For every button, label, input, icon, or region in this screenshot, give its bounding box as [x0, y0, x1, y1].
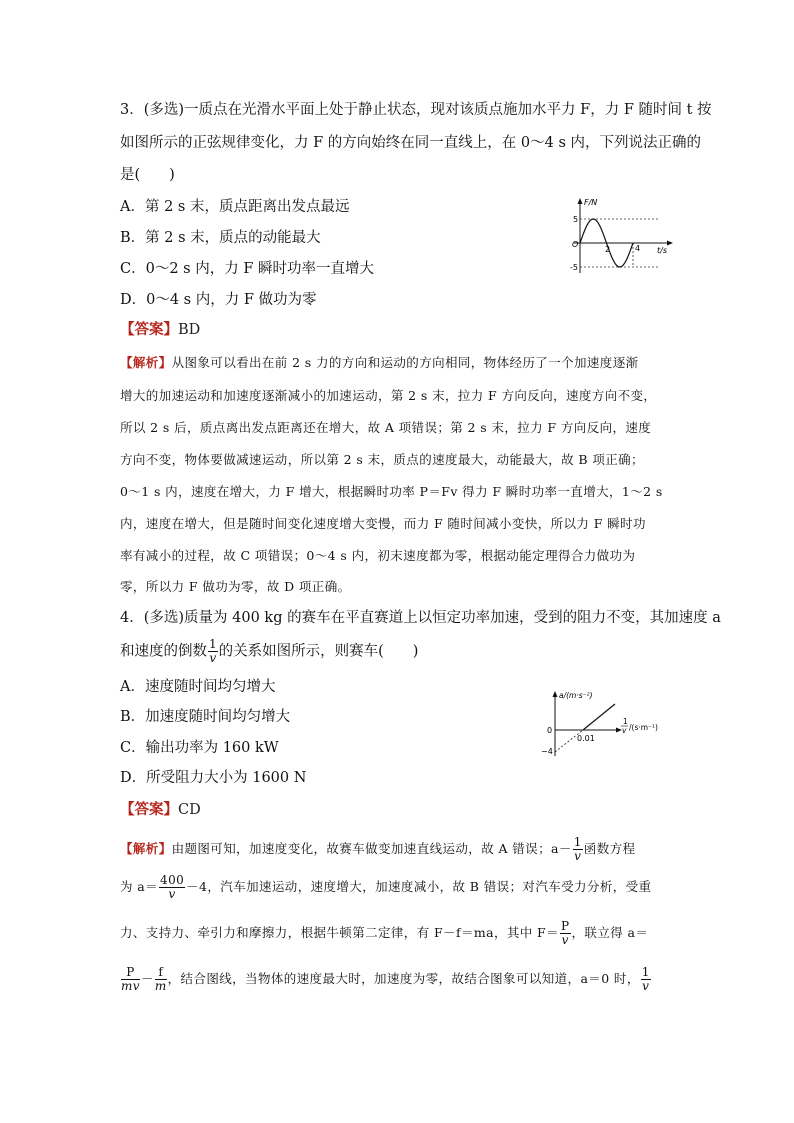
q4-y-tick: −4	[541, 747, 553, 756]
q3-x-tick-2: 2	[605, 245, 611, 254]
q4-stem-frac-den: v	[209, 651, 217, 665]
q3-stem-line2: 如图所示的正弦规律变化，力 F 的方向始终在同一直线上，在 0～4 s 内，下列说法正确的	[120, 135, 701, 151]
q4-option-c: C．输出功率为 160 kW	[120, 740, 279, 756]
q3-analysis-line7: 率有减小的过程，故 C 项错误；0～4 s 内，初末速度都为零，根据动能定理得合力做功为	[120, 548, 636, 563]
q4-analysis-frac-Pmv-den: mv	[121, 979, 140, 993]
q4-analysis-text2b: －4，汽车加速运动，速度增大，加速度减小，故 B 错误；对汽车受力分析，受重	[186, 879, 652, 894]
q4-analysis-frac-1v-num: 1	[573, 835, 582, 849]
q4-analysis-frac-fm-num: f	[155, 966, 167, 980]
q3-analysis-line5: 0～1 s 内，速度在增大，力 F 增大，根据瞬时功率 P＝Fv 得力 F 瞬时功率一直增大，1～2 s	[120, 484, 663, 499]
q4-analysis-text1: 由题图可知，加速度变化，故赛车做变加速直线运动，故 A 错误；a－	[171, 841, 572, 856]
q4-y-arrow	[553, 691, 558, 697]
q4-analysis-frac-400v	[159, 874, 185, 901]
q4-analysis-frac-fm-den: m	[154, 979, 167, 993]
q3-y-axis-label: F/N	[584, 198, 598, 207]
q4-analysis-text3b: ，联立得 a＝	[571, 925, 649, 940]
q3-y-tick-neg5: -5	[570, 263, 578, 272]
q4-analysis-frac-fm	[155, 966, 167, 993]
q4-stem-line2-post: 的关系如图所示，则赛车( )	[218, 643, 419, 660]
q3-x-axis-label: t/s	[657, 246, 667, 255]
q3-option-d: D．0～4 s 内，力 F 做功为零	[120, 292, 317, 308]
q3-analysis-line8: 零，所以力 F 做功为零，故 D 项正确。	[120, 579, 351, 594]
q3-y-tick-5: 5	[573, 215, 579, 224]
q4-analysis-text1b: 函数方程	[583, 841, 636, 856]
q3-analysis-tag: 【解析】	[120, 355, 172, 370]
q4-analysis-frac-Pv	[560, 920, 570, 947]
q4-line-solid	[583, 704, 615, 730]
q4-stem-frac-num: 1	[209, 637, 217, 651]
q4-stem-line1: 4．(多选)质量为 400 kg 的赛车在平直赛道上以恒定功率加速，受到的阻力不变，其加速度 a	[120, 610, 721, 626]
q3-option-c: C．0～2 s 内，力 F 瞬时功率一直增大	[120, 261, 374, 277]
q4-analysis-frac-1v	[573, 836, 583, 863]
q4-accel-inverse-velocity-graph	[535, 688, 675, 760]
q3-answer: BD	[178, 322, 201, 338]
q4-analysis-frac-1v-end	[641, 966, 651, 993]
q3-answer-line	[120, 320, 680, 340]
q4-analysis-line4: $\frac{P}{mv}$ － $\frac{f}{m}$ ，结合图线，当物体的速度最大时，加速度为零，故结合图象可以知道，a＝0 时， $\frac{1}{v}$	[121, 965, 650, 993]
q3-analysis-line1	[120, 353, 680, 373]
q4-answer-line	[120, 800, 680, 820]
q4-option-a: A．速度随时间均匀增大	[120, 679, 276, 695]
q4-stem-line2-pre: 和速度的倒数	[120, 643, 207, 660]
q4-analysis-frac-Pv-num: P	[561, 919, 570, 933]
q4-option-d: D．所受阻力大小为 1600 N	[120, 770, 307, 786]
q3-stem-line3: 是( )	[120, 167, 175, 183]
q4-analysis-text2a: 为 a＝	[120, 879, 159, 894]
q4-analysis-frac-1v-end-den: v	[642, 979, 650, 993]
q3-option-b: B．第 2 s 末，质点的动能最大	[120, 230, 321, 246]
q3-option-a: A．第 2 s 末，质点距离出发点最远	[120, 199, 350, 215]
q3-analysis-line6: 内，速度在增大，但是随时间变化速度增大变慢，而力 F 随时间减小变快，所以力 F 瞬时功	[120, 516, 646, 531]
q4-stem-line2	[120, 638, 680, 665]
q4-analysis-line1	[120, 836, 680, 863]
q3-stem-line1: 3．(多选)一质点在光滑水平面上处于静止状态，现对该质点施加水平力 F，力 F 随时间 t 按	[120, 102, 712, 118]
q4-x-axis-label-num: 1	[623, 717, 628, 726]
q4-analysis-frac-1v-den: v	[574, 849, 582, 863]
q4-origin-label: 0	[547, 726, 553, 735]
q3-analysis-line4: 方向不变，物体要做减速运动，所以第 2 s 末，质点的速度最大，动能最大，故 B 项正确；	[120, 452, 644, 467]
q4-analysis-frac-400v-den: v	[168, 887, 176, 901]
q4-analysis-frac-Pv-den: v	[561, 933, 569, 947]
q3-analysis-line2: 增大的加速运动和加速度逐渐减小的加速运动，第 2 s 末，拉力 F 方向反向，速度方向不变，	[120, 388, 657, 403]
q4-y-axis-label: a/(m·s⁻²)	[559, 691, 593, 700]
q4-analysis-frac-Pmv	[121, 966, 140, 993]
q4-analysis-text3a: 力、支持力、牵引力和摩擦力，根据牛顿第二定律，有 F－f＝ma，其中 F＝	[120, 925, 560, 940]
q3-y-arrow	[578, 198, 583, 204]
q3-x-tick-4: 4	[635, 244, 641, 253]
q3-analysis-text1: 从图象可以看出在前 2 s 力的方向和运动的方向相同，物体经历了一个加速度逐渐	[171, 355, 639, 370]
q4-analysis-line3	[120, 920, 680, 947]
q4-analysis-frac-400v-num: 400	[160, 873, 185, 887]
q4-analysis-frac-Pmv-num: P	[121, 966, 140, 980]
q3-analysis-line3: 所以 2 s 后，质点离出发点距离还在增大，故 A 项错误；第 2 s 末，拉力 F 方向反向，速度	[120, 420, 652, 435]
q3-answer-tag: 【答案】	[120, 321, 178, 338]
q3-origin-label: O	[572, 240, 579, 249]
q4-analysis-frac-1v-end-num: 1	[641, 965, 650, 979]
q4-x-axis-label-den: v	[622, 726, 627, 735]
q4-analysis-text4: ，结合图线，当物体的速度最大时，加速度为零，故结合图象可以知道，a＝0 时，	[167, 971, 640, 986]
q4-stem-fraction	[208, 638, 218, 665]
q3-x-arrow	[667, 241, 673, 246]
q4-answer: CD	[178, 802, 201, 818]
q4-answer-tag: 【答案】	[120, 801, 178, 818]
q4-analysis-line2	[120, 874, 680, 901]
q4-x-axis-label-unit: /(s·m⁻¹)	[629, 723, 658, 732]
q3-force-time-graph	[560, 195, 675, 275]
q4-option-b: B．加速度随时间均匀增大	[120, 709, 291, 725]
q4-analysis-tag: 【解析】	[120, 841, 172, 856]
q4-x-tick: 0.01	[577, 734, 595, 743]
